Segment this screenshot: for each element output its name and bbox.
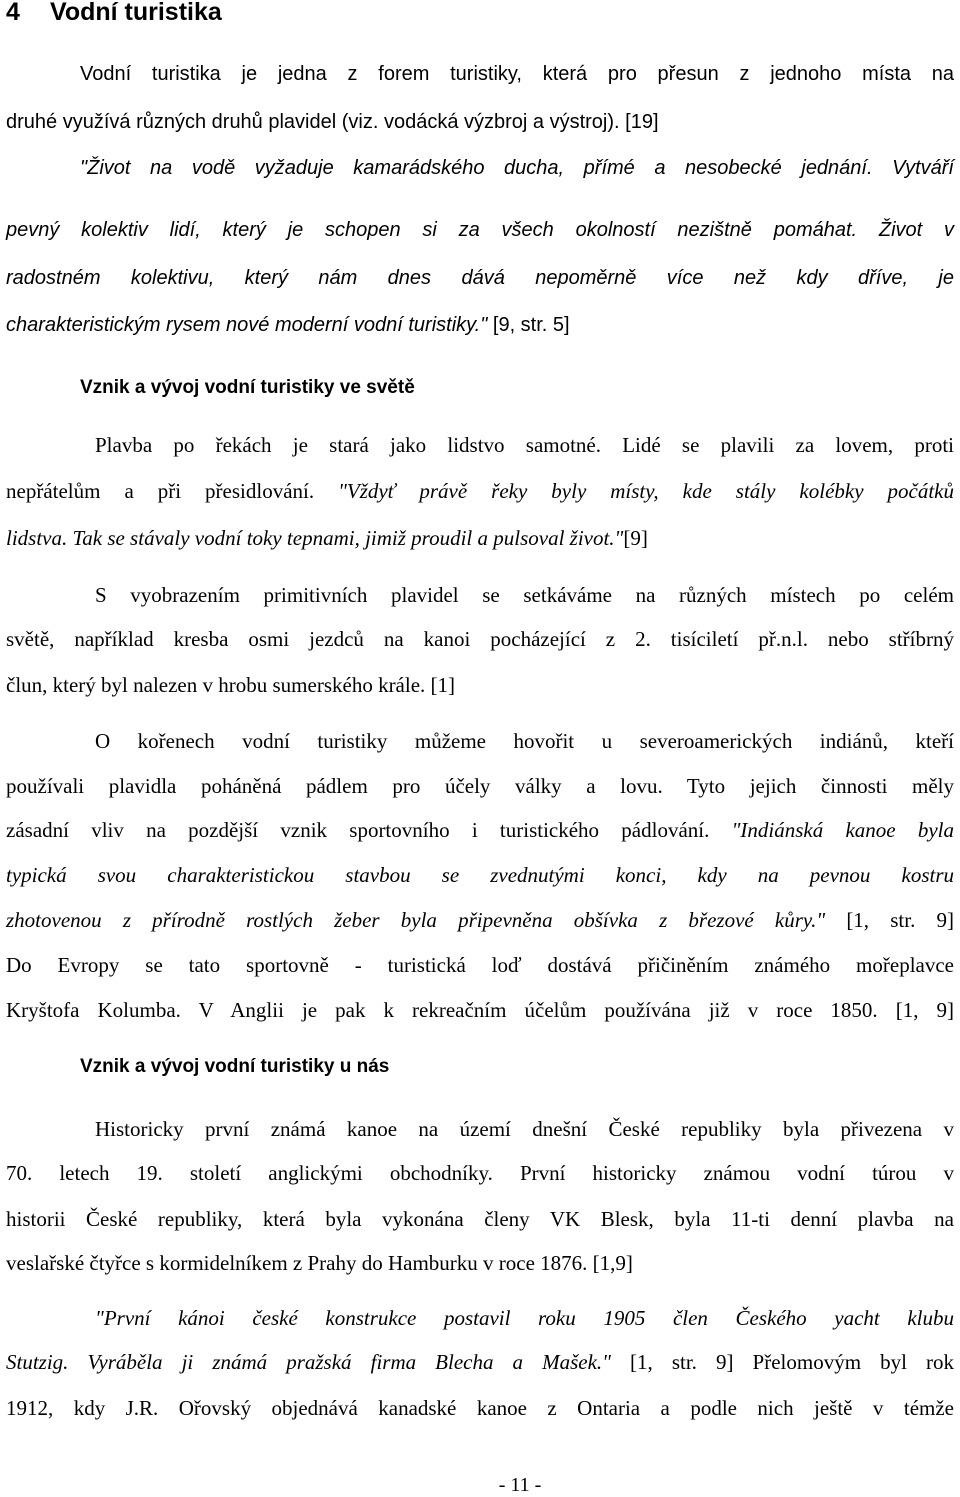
quote-line: "Život na vodě vyžaduje kamarádského ducha, přímé a nesobecké jednání. Vytváří bbox=[80, 157, 954, 179]
chapter-heading bbox=[6, 0, 954, 27]
text-line: Plavba po řekách je stará jako lidstvo samotné. Lidé se plavili za lovem, proti bbox=[95, 433, 954, 457]
text-line bbox=[6, 818, 954, 843]
chapter-title: Vodní turistika bbox=[50, 0, 222, 26]
quote-text: Stutzig. Vyráběla ji známá pražská firma Blecha a Mašek." bbox=[6, 1350, 611, 1374]
citation: [1, str. 9] Přelomovým byl rok bbox=[610, 1350, 954, 1374]
section-heading: Vznik a vývoj vodní turistiky ve světě bbox=[80, 377, 415, 398]
text-line: 1912, kdy J.R. Ořovský objednává kanadské kanoe z Ontaria a podle nich ještě v témže bbox=[6, 1396, 954, 1420]
text-line: Do Evropy se tato sportovně - turistická loď dostává přičiněním známého mořeplavce bbox=[6, 953, 954, 977]
quote-text: "Vždyť právě řeky byly místy, kde stály kolébky počátků bbox=[338, 479, 954, 503]
text-line bbox=[6, 1350, 954, 1375]
text-line: Vodní turistika je jedna z forem turistiky, která pro přesun z jednoho místa na bbox=[80, 63, 954, 85]
text-line: O kořenech vodní turistiky můžeme hovořit u severoamerických indiánů, kteří bbox=[95, 729, 954, 753]
text-line bbox=[6, 479, 954, 504]
section-heading: Vznik a vývoj vodní turistiky u nás bbox=[80, 1056, 390, 1077]
page-number: - 11 - bbox=[498, 1474, 542, 1496]
quote-line: typická svou charakteristickou stavbou se zvednutými konci, kdy na pevnou kostru bbox=[6, 863, 954, 887]
quote-line: "První kánoi české konstrukce postavil roku 1905 člen Českého yacht klubu bbox=[95, 1306, 954, 1330]
text-line: S vyobrazením primitivních plavidel se setkáváme na různých místech po celém bbox=[95, 583, 954, 607]
text-line bbox=[6, 526, 954, 551]
text-line bbox=[6, 908, 954, 933]
citation: [1, str. 9] bbox=[825, 908, 954, 932]
quote-line-with-citation bbox=[6, 314, 954, 337]
quote-line: pevný kolektiv lidí, který je schopen si za všech okolností nezištně pomáhat. Život v bbox=[6, 219, 954, 241]
text-line: druhé využívá různých druhů plavidel (viz. vodácká výzbroj a výstroj). [19] bbox=[6, 111, 659, 133]
text-line: Historicky první známá kanoe na území dnešní České republiky byla přivezena v bbox=[95, 1117, 954, 1141]
text-line: historii České republiky, která byla vykonána členy VK Blesk, byla 11-ti denní plavba na bbox=[6, 1207, 954, 1231]
text-line: používali plavidla poháněná pádlem pro účely války a lovu. Tyto jejich činnosti měly bbox=[6, 774, 954, 798]
text-line: Kryštofa Kolumba. V Anglii je pak k rekreačním účelům používána již v roce 1850. [1, 9] bbox=[6, 998, 954, 1022]
text-line: 70. letech 19. století anglickými obchodníky. První historicky známou vodní túrou v bbox=[6, 1161, 954, 1185]
citation: [9] bbox=[623, 526, 648, 550]
text-segment: zásadní vliv na pozdější vznik sportovního i turistického pádlování. bbox=[6, 818, 732, 842]
chapter-number: 4 bbox=[6, 0, 20, 26]
text-segment: nepřátelům a při přesidlování. bbox=[6, 479, 339, 503]
text-line: veslařské čtyřce s kormidelníkem z Prahy do Hamburku v roce 1876. [1,9] bbox=[6, 1251, 633, 1275]
citation: [9, str. 5] bbox=[487, 314, 570, 336]
quote-text: charakteristickým rysem nové moderní vodní turistiky." bbox=[6, 314, 488, 336]
quote-text: zhotovenou z přírodně rostlých žeber byla připevněna obšívka z březové kůry." bbox=[6, 908, 826, 932]
quote-text: lidstva. Tak se stávaly vodní toky tepnami, jimiž proudil a pulsoval život." bbox=[6, 526, 624, 550]
quote-line: radostném kolektivu, který nám dnes dává nepoměrně více než kdy dříve, je bbox=[6, 267, 954, 289]
quote-text: "Indiánská kanoe byla bbox=[731, 818, 954, 842]
text-line: světě, například kresba osmi jezdců na kanoi pocházející z 2. tisíciletí př.n.l. nebo stříbrný bbox=[6, 627, 954, 651]
text-line: člun, který byl nalezen v hrobu sumerského krále. [1] bbox=[6, 673, 456, 697]
